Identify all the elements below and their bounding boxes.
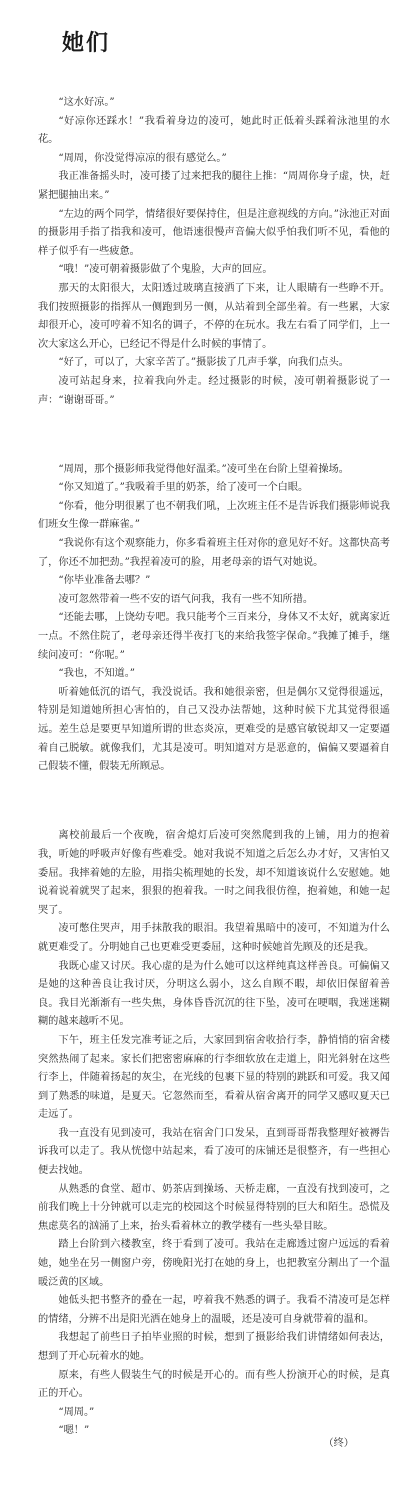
paragraph: 从熟悉的食堂、超市、奶茶店到操场、天桥走廊，一直没有找到凌可，之前我们晚上十分钟就可以走完的校园这个时候显得特别的巨大和陌生。恐慌及焦虑莫名的汹涌了上来，抬头看着林立的教学楼有一些头晕目眩。 bbox=[38, 1183, 390, 1232]
section-break bbox=[38, 793, 390, 812]
paragraph: 凌可憋住哭声，用手抹散我的眼泪。我望着黑暗中的凌可，不知道为什么就更难受了。分明她自己也更难受更委屈，这种时候她首先顾及的还是我。 bbox=[38, 923, 390, 953]
paragraph: “这水好凉。” bbox=[58, 97, 115, 108]
paragraph: 她低头把书整齐的叠在一起，哼着我不熟悉的调子。我看不清凌可是怎样的情绪，分辨不出是阳光洒在她身上的温暖，还是凌可自身就带着的温和。 bbox=[38, 1295, 390, 1325]
paragraph: “你又知道了。”我吸着手里的奶茶，给了凌可一个白眼。 bbox=[58, 482, 309, 494]
paragraph: 我想起了前些日子拍毕业照的时候，想到了摄影给我们讲情绪如何表达，想到了开心玩着水的她。 bbox=[38, 1332, 390, 1362]
paragraph: “周周，那个摄影师我觉得他好温柔。”凌可坐在台阶上望着操场。 bbox=[58, 463, 349, 475]
paragraph: 我既心虚又讨厌。我心虚的是为什么她可以这样纯真这样善良。可偏偏又是她的这种善良让我讨厌，分明这么弱小，这么自顾不暇，却依旧保留着善良。我目光渐渐有一些失焦，身体昏昏沉沉的往下坠，凌可在哽咽，我迷迷糊糊的越来越听不见。 bbox=[38, 960, 390, 1028]
paragraph: 凌可站起身来，拉着我向外走。经过摄影的时候，凌可朝着摄影说了一声：“谢谢哥哥。” bbox=[38, 375, 390, 406]
paragraph: 凌可忽然带着一些不安的语气问我，我有一些不知所措。 bbox=[58, 593, 314, 605]
paragraph: “好凉你还踩水！”我看着身边的凌可，她此时正低着头踩着泳池里的水花。 bbox=[38, 115, 390, 146]
article-title: 她们 bbox=[62, 30, 111, 56]
paragraph: 离校前最后一个夜晚，宿舍熄灯后凌可突然爬到我的上铺，用力的抱着我，听她的呼吸声好像有些难受。她对我说不知道之后怎么办才好，又害怕又委屈。我摔着她的左脸，用指尖梳理她的长发，却不知道该说什么安慰她。她说着说着就哭了起来，狠狠的抱着我。一时之间我很仿徨，抱着她，和她一起哭了。 bbox=[38, 830, 390, 916]
paragraph: “好了，可以了，大家辛苦了。”摄影拔了几声手掌，向我们点头。 bbox=[58, 357, 349, 369]
paragraph: “你毕业准备去哪？” bbox=[58, 575, 151, 587]
paragraph: 原来，有些人假装生气的时候是开心的。而有些人扮演开心的时候，是真正的开心。 bbox=[38, 1369, 390, 1400]
paragraph: “我说你有这个观察能力，你多看着班主任对你的意见好不好。这都快高考了，你还不加把劲。”我捏着凌可的脸，用老母亲的语气对她说。 bbox=[38, 538, 390, 568]
paragraph: “我也，不知道。” bbox=[58, 668, 136, 680]
paragraph: 我一直没有见到凌可，我站在宿舍门口发呆，直到哥哥帮我整理好被褥告诉我可以走了。我从恍惚中站起来，看了凌可的床铺还是很整齐，有一些担心便去找她。 bbox=[38, 1127, 390, 1177]
paragraph: 那天的太阳很大，太阳透过玻璃直接洒了下来，让人眼睛有一些睁不开。我们按照摄影的指挥从一侧跑到另一侧，从站着到全部坐着。有一些累，大家却很开心，凌可哼着不知名的调子，不停的在玩水。我左右看了同学们，上一次大家这么开心，已经记不得是什么时候的事情了。 bbox=[38, 282, 390, 350]
paragraph: 听着她低沉的语气，我没说话。我和她很亲密，但是偶尔又觉得很遥远，特别是知道她所担心害怕的，自己又没办法帮她，这种时候下尤其觉得很遥远。差生总是要更早知道所谓的世态炎凉，更难受的是感官敏锐却又一定要逼着自己脱敏。就像我们，尤其是凌可。明知道对方是恶意的，偏偏又要逼着自己假装不懂，假装无所顾忌。 bbox=[38, 686, 390, 773]
paragraph: 下午，班主任发完准考证之后，大家回到宿舍收拾行李，静悄悄的宿舍楼突然热闹了起来。家长们把密密麻麻的行李细软放在走道上，阳光斜射在这些行李上，伴随着扬起的灰尘，在光线的包裹下显的特别的跳跃和可爱。我又闻到了熟悉的味道，是夏天。它忽然而至，看着从宿舍离开的同学又感叹夏天已走远了。 bbox=[38, 1034, 390, 1121]
paragraph: “你看，他分明很累了也不朝我们吼，上次班主任不是告诉我们摄影师说我们班女生像一群麻雀。” bbox=[38, 500, 390, 531]
paragraph: “哦！”凌可朝着摄影做了个鬼脸，大声的回应。 bbox=[58, 264, 273, 276]
paragraph: “周周。” bbox=[58, 1406, 95, 1418]
section-break bbox=[38, 426, 390, 445]
paragraph: “周周，你没觉得凉凉的很有感觉么。” bbox=[58, 152, 227, 164]
ending-mark: （终） bbox=[323, 1438, 354, 1449]
article-body bbox=[38, 94, 390, 1441]
paragraph: “左边的两个同学，情绪很好要保持住，但是注意视线的方向。”泳池正对面的摄影用手指了指我和凌可，他语速很慢声音偏大似乎怕我们听不见，看他的样子似乎有一些疲惫。 bbox=[38, 208, 390, 257]
paragraph: “嗯！” bbox=[58, 1425, 90, 1437]
paragraph: “还能去哪，上饶幼专吧。我只能考个三百来分，身体又不太好，就离家近一点。不然住院了，老母亲还得半夜打飞的来给我签字保命。”我摊了摊手，继续问凌可：“你呢。” bbox=[38, 612, 390, 661]
paragraph: 我正准备摇头时，凌可搂了过来把我的腿往上推：“周周你身子虚，快，赶紧把腿抽出来。” bbox=[38, 171, 390, 201]
paragraph: 踏上台阶到六楼教室，终于看到了凌可。我站在走廊透过窗户远远的看着她，她坐在另一侧窗户旁，傍晚阳光打在她的身上，也把教室分割出了一个温暖泛黄的区域。 bbox=[38, 1239, 390, 1288]
